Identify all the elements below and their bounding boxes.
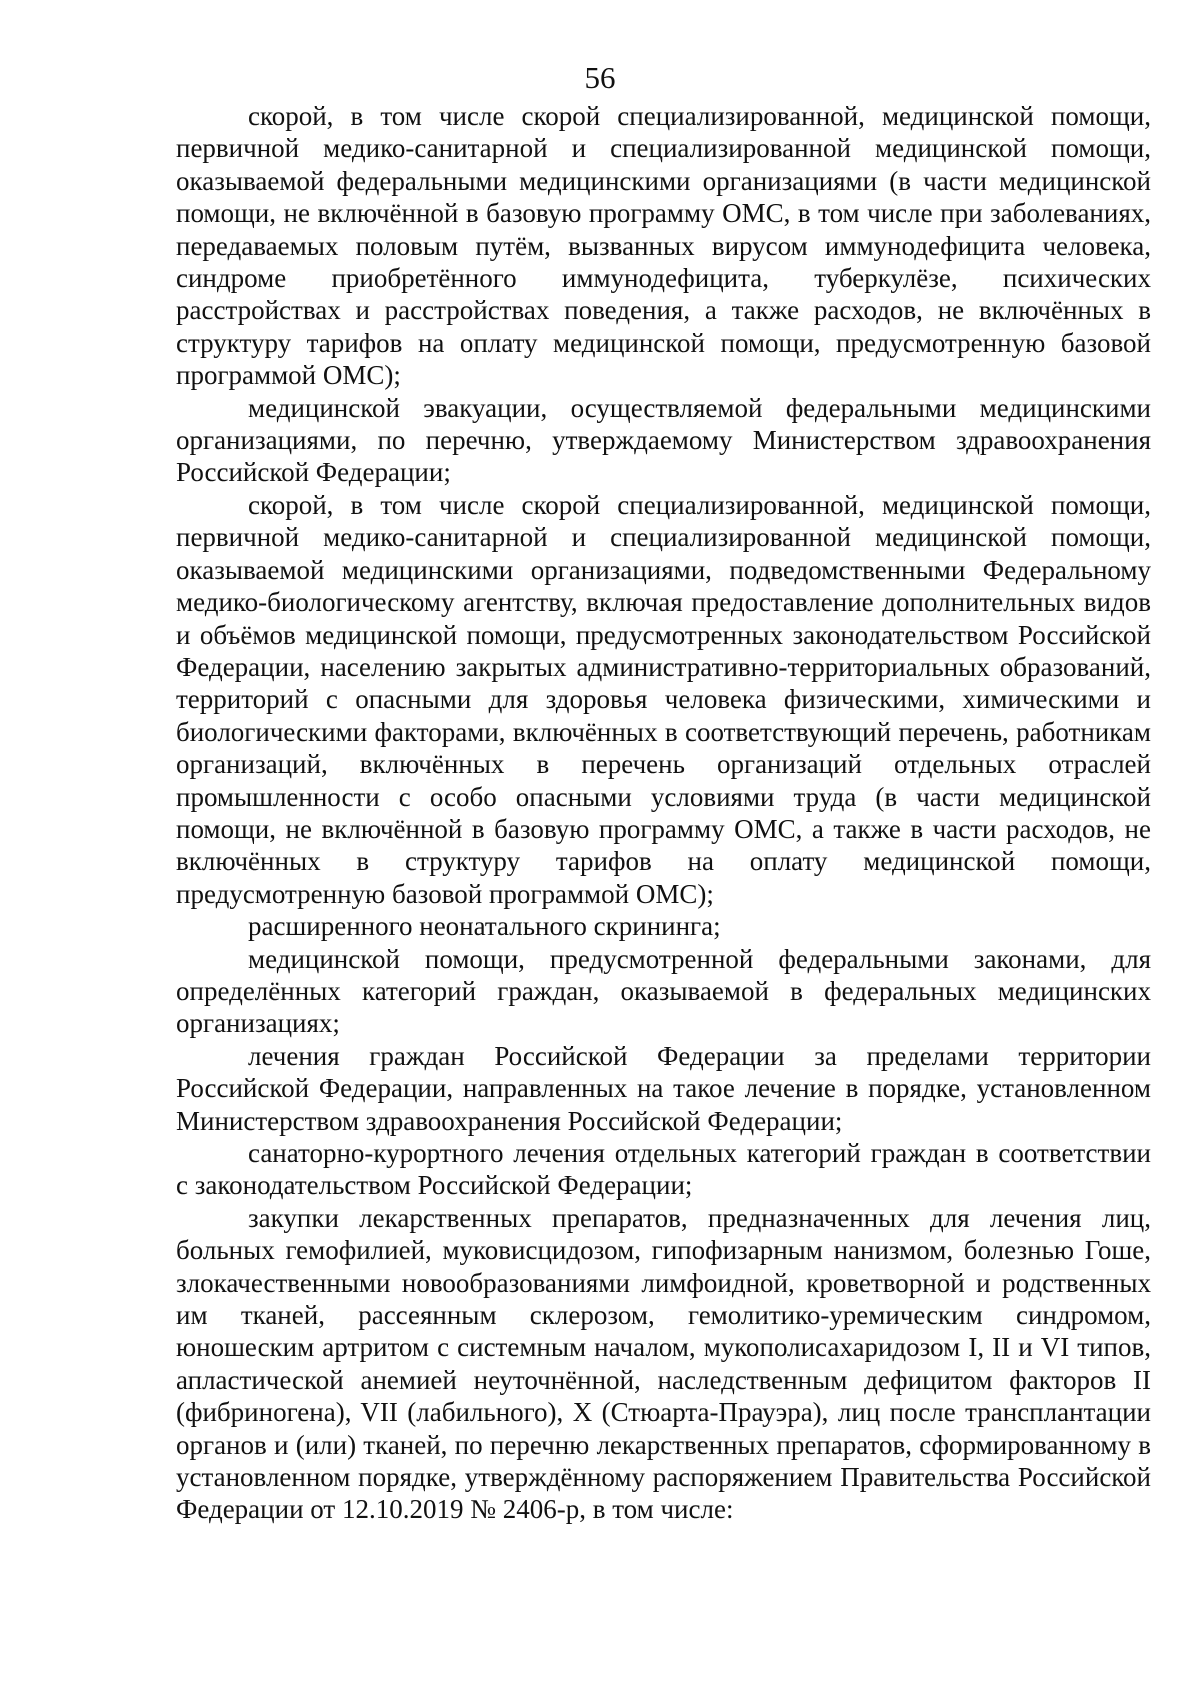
paragraph-treatment-abroad: лечения граждан Российской Федерации за пределами территории Российской Федерации, направленных на такое лечение в порядке, установленном Министерством здравоохранения Российской Федерации; xyxy=(176,1040,1151,1136)
paragraph-drug-procurement: закупки лекарственных препаратов, предназначенных для лечения лиц, больных гемофилией, муковисцидозом, гипофизарным нанизмом, болезнью Гоше, злокачественными новообразованиями лимфоидной, кроветворной и родственных им тканей, рассеянным склерозом, гемолитико-уремическим синдромом, юношеским артритом с системным началом, мукополисахаридозом I, II и VI типов, апластической анемией неуточнённой, наследственным дефицитом факторов II (фибриногена), VII (лабильного), X (Стюарта-Прауэра), лиц после трансплантации органов и (или) тканей, по перечню лекарственных препаратов, сформированному в установленном порядке, утверждённому распоряжением Правительства Российской Федерации от 12.10.2019 № 2406-р, в том числе: xyxy=(176,1202,1151,1525)
page-number: 56 xyxy=(584,60,616,95)
document-body xyxy=(176,100,1151,1526)
paragraph-federal-medical-organizations: скорой, в том числе скорой специализированной, медицинской помощи, первичной медико-санитарной и специализированной медицинской помощи, оказываемой федеральными медицинскими организациями (в части медицинской помощи, не включённой в базовую программу ОМС, в том числе при заболеваниях, передаваемых половым путём, вызванных вирусом иммунодефицита человека, синдроме приобретённого иммунодефицита, туберкулёзе, психических расстройствах и расстройствах поведения, а также расходов, не включённых в структуру тарифов на оплату медицинской помощи, предусмотренную базовой программой ОМС); xyxy=(176,101,1151,391)
paragraph-fmba-medical-care: скорой, в том числе скорой специализированной, медицинской помощи, первичной медико-санитарной и специализированной медицинской помощи, оказываемой медицинскими организациями, подведомственными Федеральному медико-биологическому агентству, включая предоставление дополнительных видов и объёмов медицинской помощи, предусмотренных законодательством Российской Федерации, населению закрытых административно-территориальных образований, территорий с опасными для здоровья человека физическими, химическими и биологическими факторами, включённых в соответствующий перечень, работникам организаций, включённых в перечень организаций отдельных отраслей промышленности с особо опасными условиями труда (в части медицинской помощи, не включённой в базовую программу ОМС, а также в части расходов, не включённых в структуру тарифов на оплату медицинской помощи, предусмотренную базовой программой ОМС); xyxy=(176,489,1151,909)
paragraph-medical-evacuation: медицинской эвакуации, осуществляемой федеральными медицинскими организациями, по перечню, утверждаемому Министерством здравоохранения Российской Федерации; xyxy=(176,392,1151,488)
paragraph-federal-laws-care: медицинской помощи, предусмотренной федеральными законами, для определённых категорий граждан, оказываемой в федеральных медицинских организациях; xyxy=(176,943,1151,1039)
paragraph-neonatal-screening: расширенного неонатального скрининга; xyxy=(248,911,721,942)
paragraph-sanatorium-treatment: санаторно-курортного лечения отдельных категорий граждан в соответствии с законодательством Российской Федерации; xyxy=(176,1138,1151,1201)
